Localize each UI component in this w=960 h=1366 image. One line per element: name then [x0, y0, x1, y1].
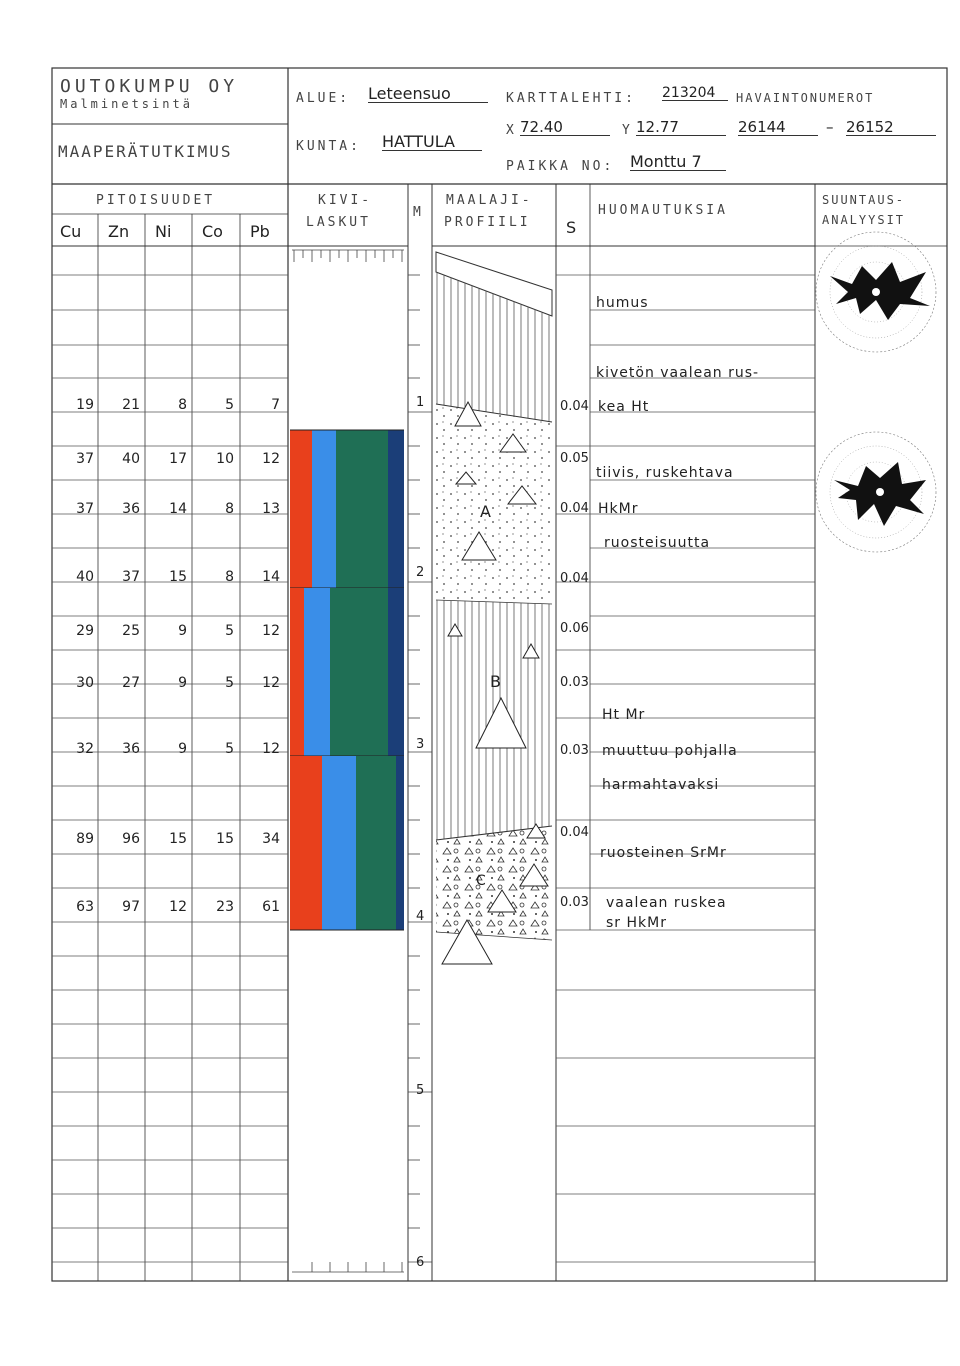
cu-value: 37: [76, 501, 94, 517]
zn-value: 21: [122, 397, 140, 413]
cu-value: 40: [76, 569, 94, 585]
kunta-label: KUNTA:: [296, 139, 361, 154]
note-line: sr HkMr: [606, 915, 667, 931]
cu-value: 29: [76, 623, 94, 639]
obs-to: 26152: [846, 120, 936, 136]
cu-value: 19: [76, 397, 94, 413]
co-value: 8: [225, 569, 234, 585]
depth-marker: 3: [416, 737, 425, 752]
red-bar: [290, 430, 312, 588]
s-value: 0.06: [560, 621, 589, 636]
co-value: 10: [216, 451, 234, 467]
zn-value: 25: [122, 623, 140, 639]
metal-co-header: Co: [202, 222, 223, 241]
ni-value: 9: [178, 741, 187, 757]
layer-label: B: [490, 672, 501, 691]
cu-value: 89: [76, 831, 94, 847]
note-line: vaalean ruskea: [606, 895, 727, 911]
paikka-label: PAIKKA NO:: [506, 159, 615, 174]
soil-profile: [436, 252, 552, 964]
navy-bar: [388, 430, 404, 588]
note-line: Ht Mr: [602, 707, 646, 723]
note-line: kea Ht: [598, 399, 650, 415]
s-value: 0.04: [560, 825, 589, 840]
suuntaus-header-2: ANALYYSIT: [822, 213, 906, 227]
metal-zn-header: Zn: [108, 222, 130, 241]
zn-value: 97: [122, 899, 140, 915]
pitoisuudet-header: PITOISUUDET: [96, 193, 216, 208]
co-value: 5: [225, 741, 234, 757]
kivilaskut-header-2: LASKUT: [306, 215, 371, 230]
cu-value: 63: [76, 899, 94, 915]
red-bar: [290, 588, 304, 756]
karttalehti-label: KARTTALEHTI:: [506, 91, 636, 106]
y-value: 12.77: [636, 120, 726, 136]
cu-value: 32: [76, 741, 94, 757]
ni-value: 12: [169, 899, 187, 915]
green-bar: [336, 430, 388, 588]
suuntaus-header-1: SUUNTAUS-: [822, 193, 906, 207]
zn-value: 36: [122, 741, 140, 757]
pb-value: 7: [271, 397, 280, 413]
stone-count-bars: [290, 430, 404, 930]
note-line: harmahtavaksi: [602, 777, 720, 793]
y-label: Y: [622, 123, 633, 138]
s-header: S: [566, 218, 577, 237]
pb-value: 61: [262, 899, 280, 915]
ni-value: 14: [169, 501, 187, 517]
s-value: 0.04: [560, 399, 589, 414]
red-bar: [290, 756, 322, 930]
depth-marker: 5: [416, 1083, 425, 1098]
huomautuksia-header: HUOMAUTUKSIA: [598, 203, 728, 218]
depth-marker: 4: [416, 909, 425, 924]
green-bar: [356, 756, 396, 930]
navy-bar: [396, 756, 404, 930]
kunta-value: HATTULA: [382, 134, 482, 151]
s-value: 0.03: [560, 895, 589, 910]
metal-cu-header: Cu: [60, 222, 82, 241]
havainto-label: HAVAINTONUMEROT: [736, 91, 875, 105]
note-line: muuttuu pohjalla: [602, 743, 738, 759]
pb-value: 12: [262, 451, 280, 467]
layer-label: A: [480, 502, 491, 521]
orientation-diagram-1: [816, 232, 936, 352]
depth-marker: 1: [416, 395, 425, 410]
alue-label: ALUE:: [296, 91, 351, 106]
note-line: kivetön vaalean rus-: [596, 365, 760, 381]
s-value: 0.03: [560, 743, 589, 758]
zn-value: 96: [122, 831, 140, 847]
ni-value: 8: [178, 397, 187, 413]
navy-bar: [388, 588, 404, 756]
depth-marker: 6: [416, 1255, 425, 1270]
s-value: 0.03: [560, 675, 589, 690]
pb-value: 34: [262, 831, 280, 847]
pb-value: 12: [262, 675, 280, 691]
cu-value: 30: [76, 675, 94, 691]
obs-from: 26144: [738, 120, 818, 136]
department-name: Malminetsintä: [60, 97, 193, 111]
zn-value: 40: [122, 451, 140, 467]
x-label: X: [506, 123, 517, 138]
orientation-diagram-2: [816, 432, 936, 552]
co-value: 5: [225, 675, 234, 691]
zn-value: 37: [122, 569, 140, 585]
x-value: 72.40: [520, 120, 610, 136]
note-line: ruosteinen SrMr: [600, 845, 727, 861]
note-line: ruosteisuutta: [604, 535, 711, 551]
co-value: 15: [216, 831, 234, 847]
maalaji-header-2: PROFIILI: [444, 215, 531, 230]
ni-value: 9: [178, 675, 187, 691]
maalaji-header-1: MAALAJI-: [446, 193, 533, 208]
pb-value: 14: [262, 569, 280, 585]
depth-marker: 2: [416, 565, 425, 580]
m-header: M: [413, 205, 421, 220]
co-value: 5: [225, 623, 234, 639]
metal-ni-header: Ni: [155, 222, 172, 241]
alue-value: Leteensuo: [368, 86, 488, 103]
metal-pb-header: Pb: [250, 222, 270, 241]
kivilaskut-header-1: KIVI-: [318, 193, 373, 208]
ni-value: 15: [169, 831, 187, 847]
layer-label: C: [476, 873, 486, 889]
pb-value: 12: [262, 623, 280, 639]
s-value: 0.05: [560, 451, 589, 466]
blue-bar: [322, 756, 356, 930]
zn-value: 36: [122, 501, 140, 517]
s-value: 0.04: [560, 571, 589, 586]
paikka-value: Monttu 7: [630, 154, 726, 171]
pb-value: 13: [262, 501, 280, 517]
note-line: tiivis, ruskehtava: [596, 465, 734, 481]
company-name: OUTOKUMPU OY: [60, 76, 239, 97]
pb-value: 12: [262, 741, 280, 757]
blue-bar: [304, 588, 330, 756]
co-value: 23: [216, 899, 234, 915]
green-bar: [330, 588, 388, 756]
ni-value: 15: [169, 569, 187, 585]
obs-dash: –: [826, 118, 834, 136]
zn-value: 27: [122, 675, 140, 691]
co-value: 5: [225, 397, 234, 413]
karttalehti-value: 213204: [662, 86, 728, 101]
co-value: 8: [225, 501, 234, 517]
ni-value: 17: [169, 451, 187, 467]
ni-value: 9: [178, 623, 187, 639]
cu-value: 37: [76, 451, 94, 467]
blue-bar: [312, 430, 336, 588]
note-line: humus: [596, 295, 649, 311]
s-value: 0.04: [560, 501, 589, 516]
subject-title: MAAPERÄTUTKIMUS: [58, 142, 233, 161]
note-line: HkMr: [598, 501, 639, 517]
